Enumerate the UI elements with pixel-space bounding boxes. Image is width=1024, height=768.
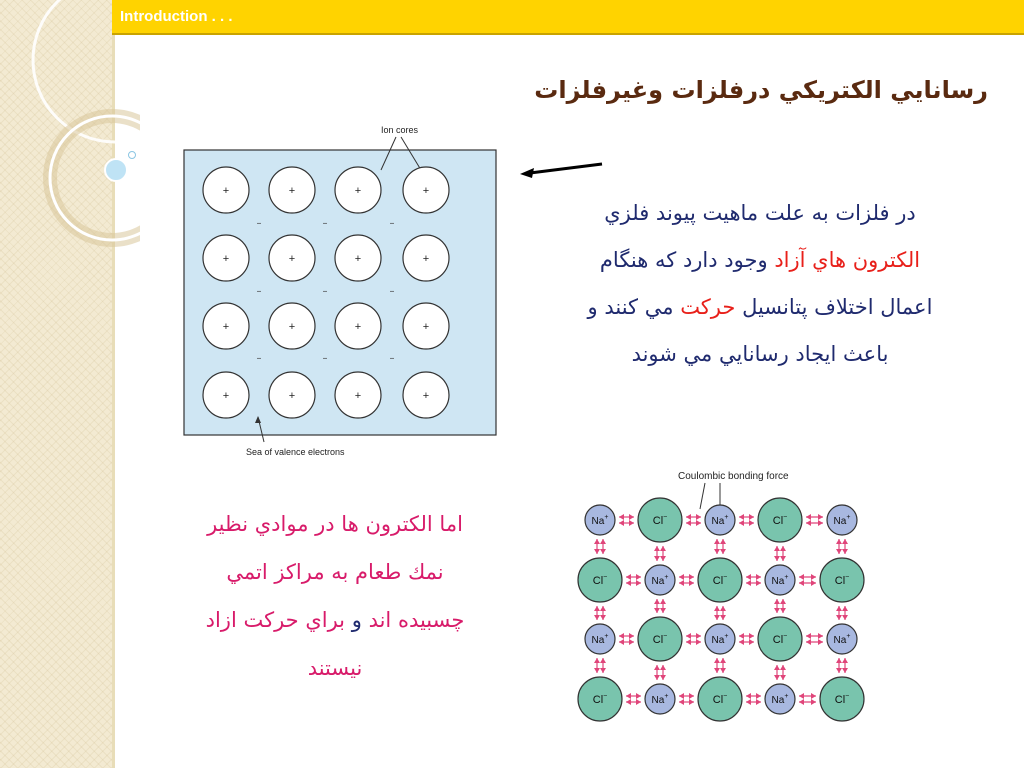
ion-charge-label: + [422, 253, 430, 265]
para2-line4: نيستند [307, 656, 363, 680]
ion-charge-label: + [422, 390, 430, 402]
electron-mark: – [256, 353, 262, 364]
para2-and: و [351, 608, 362, 632]
para1-line2-rest: وجود دارد كه هنگام [599, 248, 768, 272]
ion-label: Na+ [771, 574, 789, 587]
metallic-bonding-diagram [176, 120, 506, 465]
ion-label: Na+ [651, 574, 669, 587]
ion-label: Cl− [834, 693, 850, 706]
electron-mark: – [322, 218, 328, 229]
para1-line3-end: مي كنند و [587, 295, 674, 319]
ion-charge-label: + [288, 253, 296, 265]
ion-label: Cl− [712, 693, 728, 706]
ion-label: Cl− [834, 574, 850, 587]
metal-conduction-paragraph [520, 190, 1000, 378]
ion-label: Na+ [651, 693, 669, 706]
slide-title: رسانايي الكتريكي درفلزات وغيرفلزات [534, 76, 988, 104]
ion-label: Cl− [592, 574, 608, 587]
ion-label: Cl− [712, 574, 728, 587]
para2-line3 [150, 596, 520, 644]
ion-label: Na+ [771, 693, 789, 706]
ion-label: Na+ [591, 633, 609, 646]
ion-charge-label: + [422, 185, 430, 197]
para1-line2 [520, 237, 1000, 284]
ion-label: Cl− [772, 633, 788, 646]
ion-charge-label: + [222, 321, 230, 333]
ion-charge-label: + [222, 390, 230, 402]
left-arrow-icon [518, 160, 608, 180]
para1-line3-start: اعمال اختلاف پتانسيل [742, 295, 933, 319]
para2-line2: نمك طعام به مراكز اتمي [226, 560, 444, 584]
ion-charge-label: + [222, 185, 230, 197]
coulombic-force-label: Coulombic bonding force [678, 471, 789, 482]
ion-label: Cl− [652, 514, 668, 527]
para1-line1: در فلزات به علت ماهيت پيوند فلزي [604, 201, 916, 225]
ion-label: Cl− [592, 693, 608, 706]
ion-label: Na+ [833, 633, 851, 646]
ion-charge-label: + [354, 185, 362, 197]
movement-highlight: حركت [680, 295, 736, 319]
electron-mark: – [322, 353, 328, 364]
ion-label: Cl− [652, 633, 668, 646]
ion-cores-label: Ion cores [381, 125, 419, 135]
sea-of-electrons-label: Sea of valence electrons [246, 447, 345, 457]
header-title: Introduction . . . [120, 8, 233, 25]
ion-label: Na+ [591, 514, 609, 527]
ion-charge-label: + [288, 185, 296, 197]
ion-label: Na+ [833, 514, 851, 527]
ion-label: Na+ [711, 514, 729, 527]
ion-charge-label: + [288, 390, 296, 402]
ionic-paragraph [150, 500, 520, 692]
ion-charge-label: + [222, 253, 230, 265]
ion-charge-label: + [354, 390, 362, 402]
electron-mark: – [389, 286, 395, 297]
ion-charge-label: + [422, 321, 430, 333]
para1-line4: باعث ايجاد رسانايي مي شوند [631, 342, 889, 366]
electron-mark: – [256, 218, 262, 229]
electron-mark: – [389, 353, 395, 364]
ion-label: Cl− [772, 514, 788, 527]
electron-mark: – [322, 286, 328, 297]
ion-charge-label: + [354, 253, 362, 265]
header-bar [112, 0, 1024, 35]
para1-line3 [520, 284, 1000, 331]
ionic-bonding-diagram [570, 465, 870, 730]
electron-mark: – [256, 286, 262, 297]
ion-label: Na+ [711, 633, 729, 646]
para2-line3-end: براي حركت ازاد [205, 608, 346, 632]
electron-mark: – [389, 218, 395, 229]
ion-charge-label: + [288, 321, 296, 333]
free-electrons-highlight: الكترون هاي آزاد [774, 248, 921, 272]
decorative-rings [0, 0, 140, 300]
para2-line3-pink: چسبيده اند [368, 608, 465, 632]
para2-line1: اما الكترون ها در موادي نظير [207, 512, 463, 536]
ion-charge-label: + [354, 321, 362, 333]
